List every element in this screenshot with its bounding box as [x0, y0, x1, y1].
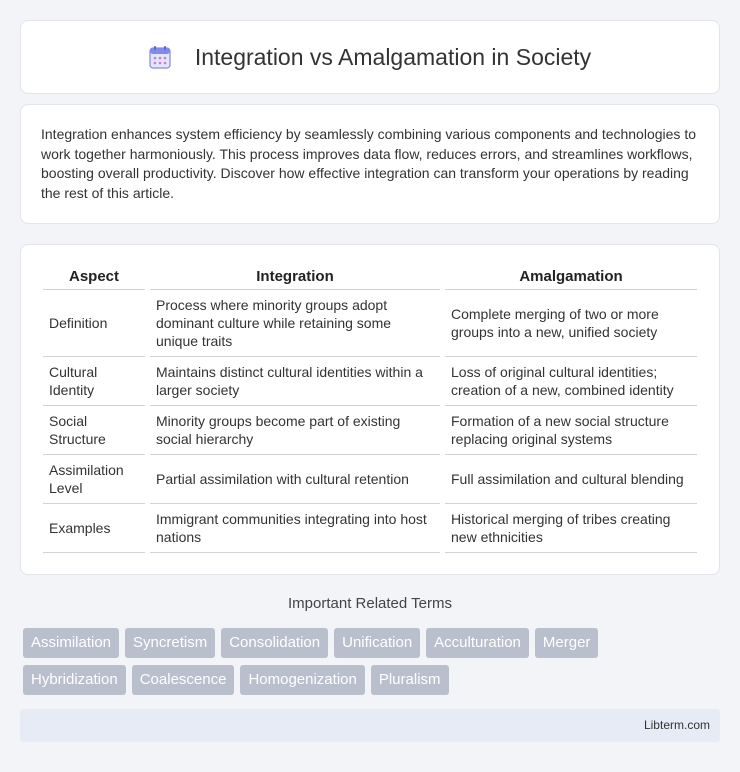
tag-coalescence[interactable]: Coalescence	[132, 665, 235, 695]
tag-syncretism[interactable]: Syncretism	[125, 628, 215, 658]
tag-homogenization[interactable]: Homogenization	[240, 665, 364, 695]
amalgamation-cell: Loss of original cultural identities; creation of a new, combined identity	[445, 357, 697, 406]
footer-site-link[interactable]: Libterm.com	[643, 718, 710, 732]
amalgamation-cell: Full assimilation and cultural blending	[445, 455, 697, 504]
intro-text: Integration enhances system efficiency by seamlessly combining various components and technologies to work together harmoniously. This process improves data flow, reduces errors, and streamlines workflows, boosting overall productivity. Discover how effective integration can transform your operations by reading the rest of this article.	[41, 126, 696, 201]
tag-unification[interactable]: Unification	[334, 628, 420, 658]
tag-consolidation[interactable]: Consolidation	[221, 628, 328, 658]
table-row	[43, 504, 697, 553]
amalgamation-cell: Complete merging of two or more groups into a new, unified society	[445, 290, 697, 357]
integration-cell: Minority groups become part of existing social hierarchy	[150, 406, 440, 455]
table-row	[43, 290, 697, 357]
integration-cell: Process where minority groups adopt dominant culture while retaining some unique traits	[150, 290, 440, 357]
calendar-icon	[149, 45, 171, 69]
aspect-cell: Examples	[43, 504, 145, 553]
amalgamation-cell: Historical merging of tribes creating new ethnicities	[445, 504, 697, 553]
tag-assimilation[interactable]: Assimilation	[23, 628, 119, 658]
table-row	[43, 455, 697, 504]
page-title: Integration vs Amalgamation in Society	[194, 43, 592, 70]
integration-cell: Maintains distinct cultural identities within a larger society	[150, 357, 440, 406]
amalgamation-cell: Formation of a new social structure replacing original systems	[445, 406, 697, 455]
tag-row	[23, 628, 723, 658]
aspect-cell: Social Structure	[43, 406, 145, 455]
header-integration: Integration	[150, 263, 440, 290]
tag-acculturation[interactable]: Acculturation	[426, 628, 529, 658]
footer	[20, 709, 720, 742]
aspect-cell: Definition	[43, 290, 145, 357]
related-terms-list	[23, 628, 723, 702]
aspect-cell: Assimilation Level	[43, 455, 145, 504]
tag-hybridization[interactable]: Hybridization	[23, 665, 126, 695]
table-row	[43, 406, 697, 455]
comparison-table	[38, 263, 702, 553]
comparison-table-card	[20, 244, 720, 575]
tag-pluralism[interactable]: Pluralism	[371, 665, 449, 695]
title-card	[20, 20, 720, 94]
aspect-cell: Cultural Identity	[43, 357, 145, 406]
table-header-row	[43, 263, 697, 290]
integration-cell: Immigrant communities integrating into host nations	[150, 504, 440, 553]
header-aspect: Aspect	[43, 263, 145, 290]
tag-row	[23, 665, 723, 695]
related-terms-title: Important Related Terms	[288, 595, 452, 612]
integration-cell: Partial assimilation with cultural retention	[150, 455, 440, 504]
tag-merger[interactable]: Merger	[535, 628, 599, 658]
intro-card	[20, 104, 720, 224]
table-row	[43, 357, 697, 406]
header-amalgamation: Amalgamation	[445, 263, 697, 290]
